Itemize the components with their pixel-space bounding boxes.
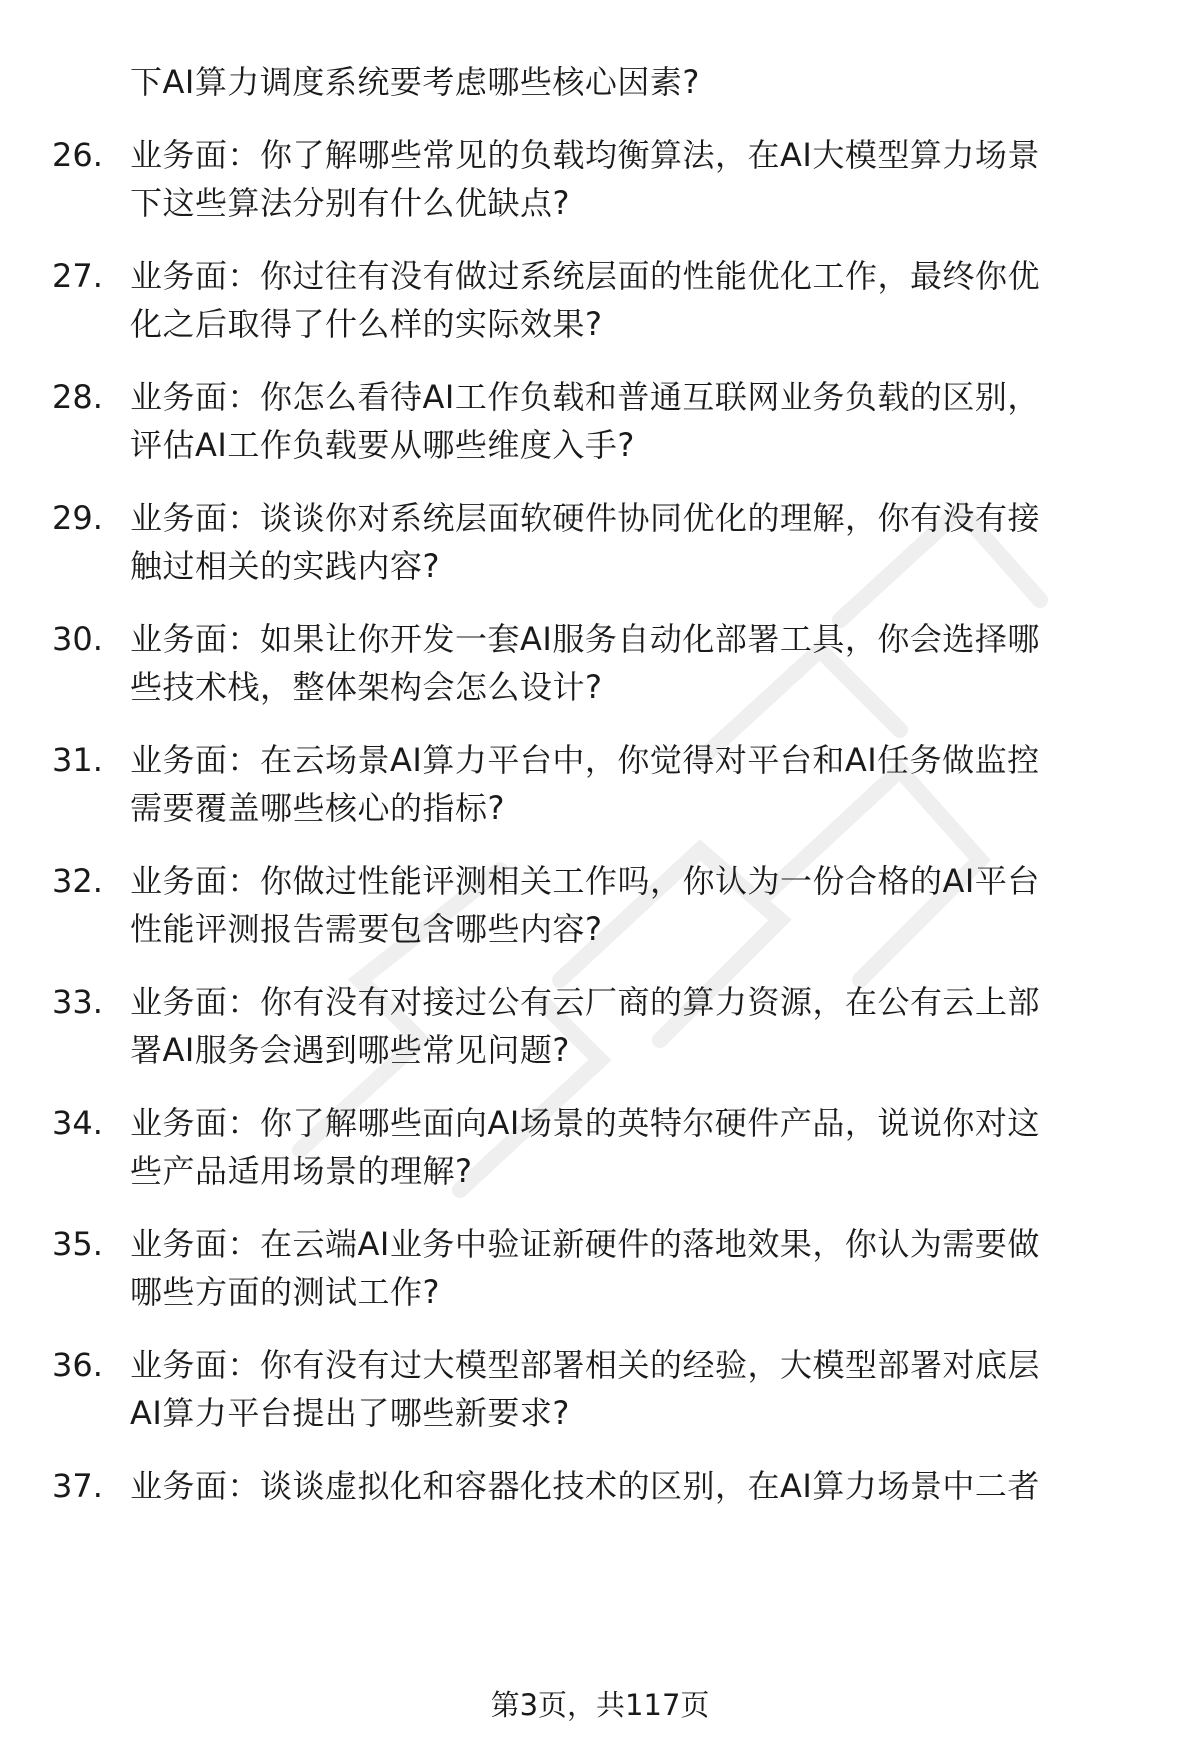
question-text <box>130 1099 1150 1195</box>
question-text <box>130 615 1150 711</box>
question-text-line: 业务面：你了解哪些面向AI场景的英特尔硬件产品，说说你对这 <box>130 1104 1040 1142</box>
question-text-line: 业务面：你过往有没有做过系统层面的性能优化工作，最终你优 <box>130 257 1041 295</box>
question-text-line: 业务面：在云场景AI算力平台中，你觉得对平台和AI任务做监控 <box>130 741 1040 779</box>
question-text-line: 需要覆盖哪些核心的指标? <box>130 789 505 827</box>
question-text-line: 些产品适用场景的理解? <box>130 1152 473 1190</box>
question-number: 31. <box>52 741 103 779</box>
question-text-line: 业务面：你做过性能评测相关工作吗，你认为一份合格的AI平台 <box>130 862 1040 900</box>
question-text <box>130 978 1150 1074</box>
question-text <box>130 373 1150 469</box>
question-text-line: AI算力平台提出了哪些新要求? <box>130 1394 570 1432</box>
question-number: 36. <box>52 1346 103 1384</box>
continuation-line: 下AI算力调度系统要考虑哪些核心因素? <box>130 63 700 101</box>
question-text-line: 触过相关的实践内容? <box>130 547 440 585</box>
question-number: 27. <box>52 257 103 295</box>
question-number: 28. <box>52 378 103 416</box>
question-number: 37. <box>52 1467 103 1505</box>
question-text <box>130 857 1150 953</box>
question-number: 29. <box>52 499 103 537</box>
question-text-line: 评估AI工作负载要从哪些维度入手? <box>130 426 635 464</box>
question-text-line: 业务面：谈谈你对系统层面软硬件协同优化的理解，你有没有接 <box>130 499 1041 537</box>
question-text-line: 业务面：在云端AI业务中验证新硬件的落地效果，你认为需要做 <box>130 1225 1040 1263</box>
question-number: 30. <box>52 620 103 658</box>
page-footer: 第3页，共117页 <box>490 1688 710 1722</box>
question-text-line: 业务面：谈谈虚拟化和容器化技术的区别，在AI算力场景中二者 <box>130 1467 1040 1505</box>
question-text <box>130 736 1150 832</box>
question-number: 35. <box>52 1225 103 1263</box>
question-text-line: 些技术栈，整体架构会怎么设计? <box>130 668 603 706</box>
question-text-line: 业务面：你有没有对接过公有云厂商的算力资源，在公有云上部 <box>130 983 1041 1021</box>
question-number: 26. <box>52 136 103 174</box>
question-text-line: 下这些算法分别有什么优缺点? <box>130 184 570 222</box>
question-text-line: 业务面：你了解哪些常见的负载均衡算法，在AI大模型算力场景 <box>130 136 1040 174</box>
question-text-line: 署AI服务会遇到哪些常见问题? <box>130 1031 570 1069</box>
question-text-line: 化之后取得了什么样的实际效果? <box>130 305 603 343</box>
question-text <box>130 1220 1150 1316</box>
question-number: 32. <box>52 862 103 900</box>
question-text <box>130 252 1150 348</box>
question-number: 34. <box>52 1104 103 1142</box>
question-text-line: 性能评测报告需要包含哪些内容? <box>130 910 603 948</box>
question-text-line: 业务面：如果让你开发一套AI服务自动化部署工具，你会选择哪 <box>130 620 1040 658</box>
question-text <box>130 1341 1150 1437</box>
question-text-line: 哪些方面的测试工作? <box>130 1273 440 1311</box>
question-text <box>130 494 1150 590</box>
question-text-line: 业务面：你有没有过大模型部署相关的经验，大模型部署对底层 <box>130 1346 1041 1384</box>
question-text <box>130 131 1150 227</box>
question-text-line: 业务面：你怎么看待AI工作负载和普通互联网业务负载的区别， <box>130 378 1040 416</box>
question-text <box>130 1462 1150 1510</box>
question-number: 33. <box>52 983 103 1021</box>
